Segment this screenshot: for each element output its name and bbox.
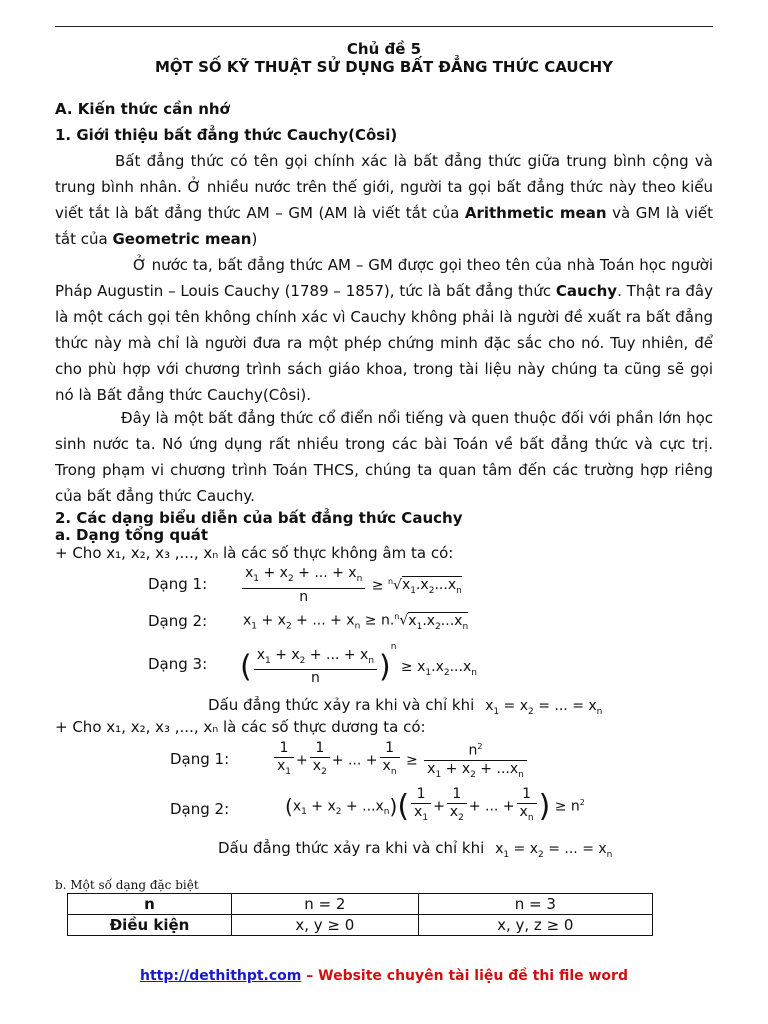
- table-header-n2: n = 2: [232, 894, 419, 915]
- positive-form1-formula: $\frac{1}{x_1}$ + $\frac{1}{x_2}$ + ... + $\frac{1}{x_n}$ ≥ $\frac{n^2}{x_1 + x_2 + ...x_n}$: [272, 738, 529, 783]
- equality-1-text: Dấu đẳng thức xảy ra khi và chỉ khi: [208, 696, 475, 714]
- table-cell-condition-n2: x, y ≥ 0: [232, 915, 419, 936]
- form1-label: Dạng 1:: [148, 575, 208, 593]
- para1-bold-2: Geometric mean: [112, 230, 252, 248]
- form2-formula: $x_1 + x_2$ + ... + $x_n \ge n.^n√x_1.x_2...x_n$: [243, 612, 469, 632]
- special-cases-table: [67, 893, 653, 936]
- section-1-heading: 1. Giới thiệu bất đẳng thức Cauchy(Côsi): [55, 126, 398, 144]
- positive-form2-formula: $(x_1 + x_2 + ...x_n)$( $\frac{1}{x_1}$ + $\frac{1}{x_2}$ + ... + $\frac{1}{x_n}$ ) ≥ $n^2$: [285, 786, 585, 824]
- paragraph-usage: Đây là một bất đẳng thức cổ điển nổi tiếng và quen thuộc đối với phần lớn học sinh nước ta. Nó ứng dụng rất nhiều trong các bài Toán về bất đẳng thức và cực trị. Trong phạm vi chương trình Toán THCS, chúng ta quan tâm đến các trường hợp riêng của bất đẳng thức Cauchy.: [55, 409, 713, 505]
- section-2-heading: 2. Các dạng biểu diễn của bất đẳng thức Cauchy: [55, 509, 463, 527]
- form3-formula: ( $\frac{x_1 + x_2 + ... + x_n}{n}$ )$^n \ge x_1.x_2...x_n$: [240, 642, 477, 687]
- case1-intro: + Cho x₁, x₂, x₃ ,..., xₙ là các số thực không âm ta có:: [55, 544, 454, 562]
- para1-bold-1: Arithmetic mean: [464, 204, 607, 222]
- table-row: [68, 894, 653, 915]
- form2-label: Dạng 2:: [148, 612, 208, 630]
- positive-form2-label: Dạng 2:: [170, 800, 230, 818]
- equality-note-2: Dấu đẳng thức xảy ra khi và chỉ khi $x_1 = x_2$ = ... = $x_n$: [218, 839, 613, 860]
- topic-label: Chủ đề 5: [346, 40, 422, 58]
- form1-formula: $\frac{x_1 + x_2 + ... + x_n}{n}$ ≥ $^n√x_1.x_2...x_n$: [240, 565, 462, 606]
- subsection-a-heading: a. Dạng tổng quát: [55, 526, 209, 544]
- table-row-condition-label: Điều kiện: [68, 915, 232, 936]
- para1-text-2: và GM là viết tắt của: [55, 204, 713, 248]
- top-rule: [55, 26, 713, 27]
- subsection-b-heading: b. Một số dạng đặc biệt: [55, 878, 199, 892]
- form3-label: Dạng 3:: [148, 655, 208, 673]
- page-title: MỘT SỐ KỸ THUẬT SỬ DỤNG BẤT ĐẲNG THỨC CAUCHY: [155, 58, 613, 76]
- footer-link[interactable]: http://dethithpt.com: [140, 968, 302, 984]
- table-header-n3: n = 3: [418, 894, 652, 915]
- table-row: [68, 915, 653, 936]
- positive-form1-label: Dạng 1:: [170, 750, 230, 768]
- table-cell-condition-n3: x, y, z ≥ 0: [418, 915, 652, 936]
- para2-bold-1: Cauchy: [555, 282, 618, 300]
- para2-text-1: Ở nước ta, bất đẳng thức AM – GM được gọi theo tên của nhà Toán học người Pháp Augustin – Louis Cauchy (1789 – 1857), tức là bất đẳng thức: [55, 256, 713, 300]
- paragraph-intro: [55, 148, 713, 252]
- paragraph-naming: [55, 252, 713, 408]
- section-a-heading: A. Kiến thức cần nhớ: [55, 100, 230, 118]
- footer: [0, 968, 768, 984]
- equality-2-text: Dấu đẳng thức xảy ra khi và chỉ khi: [218, 839, 485, 857]
- equality-note-1: Dấu đẳng thức xảy ra khi và chỉ khi $x_1 = x_2$ = ... = $x_n$: [208, 696, 603, 717]
- footer-text: Website chuyên tài liệu đề thi file word: [318, 968, 628, 984]
- footer-separator: –: [301, 968, 319, 984]
- para2-text-2: . Thật ra đây là một cách gọi tên không chính xác vì Cauchy không phải là người đề xuất ra bất đẳng thức này mà chỉ là người đưa ra một phép chứng minh đặc sắc cho nó. Tuy nhiên, để cho phù hợp với chương trình sách giáo khoa, trong tài liệu này chúng ta cũng sẽ gọi nó là Bất đẳng thức Cauchy(Côsi).: [55, 282, 714, 404]
- case2-intro: + Cho x₁, x₂, x₃ ,..., xₙ là các số thực dương ta có:: [55, 718, 426, 736]
- para1-text-3: ): [251, 230, 258, 248]
- para1-text-1: Bất đẳng thức có tên gọi chính xác là bất đẳng thức giữa trung bình cộng và trung bình nhân. Ở nhiều nước trên thế giới, người ta gọi bất đẳng thức này theo kiểu viết tắt là bất đẳng thức AM – GM (AM là viết tắt của: [55, 152, 713, 222]
- table-header-n: n: [68, 894, 232, 915]
